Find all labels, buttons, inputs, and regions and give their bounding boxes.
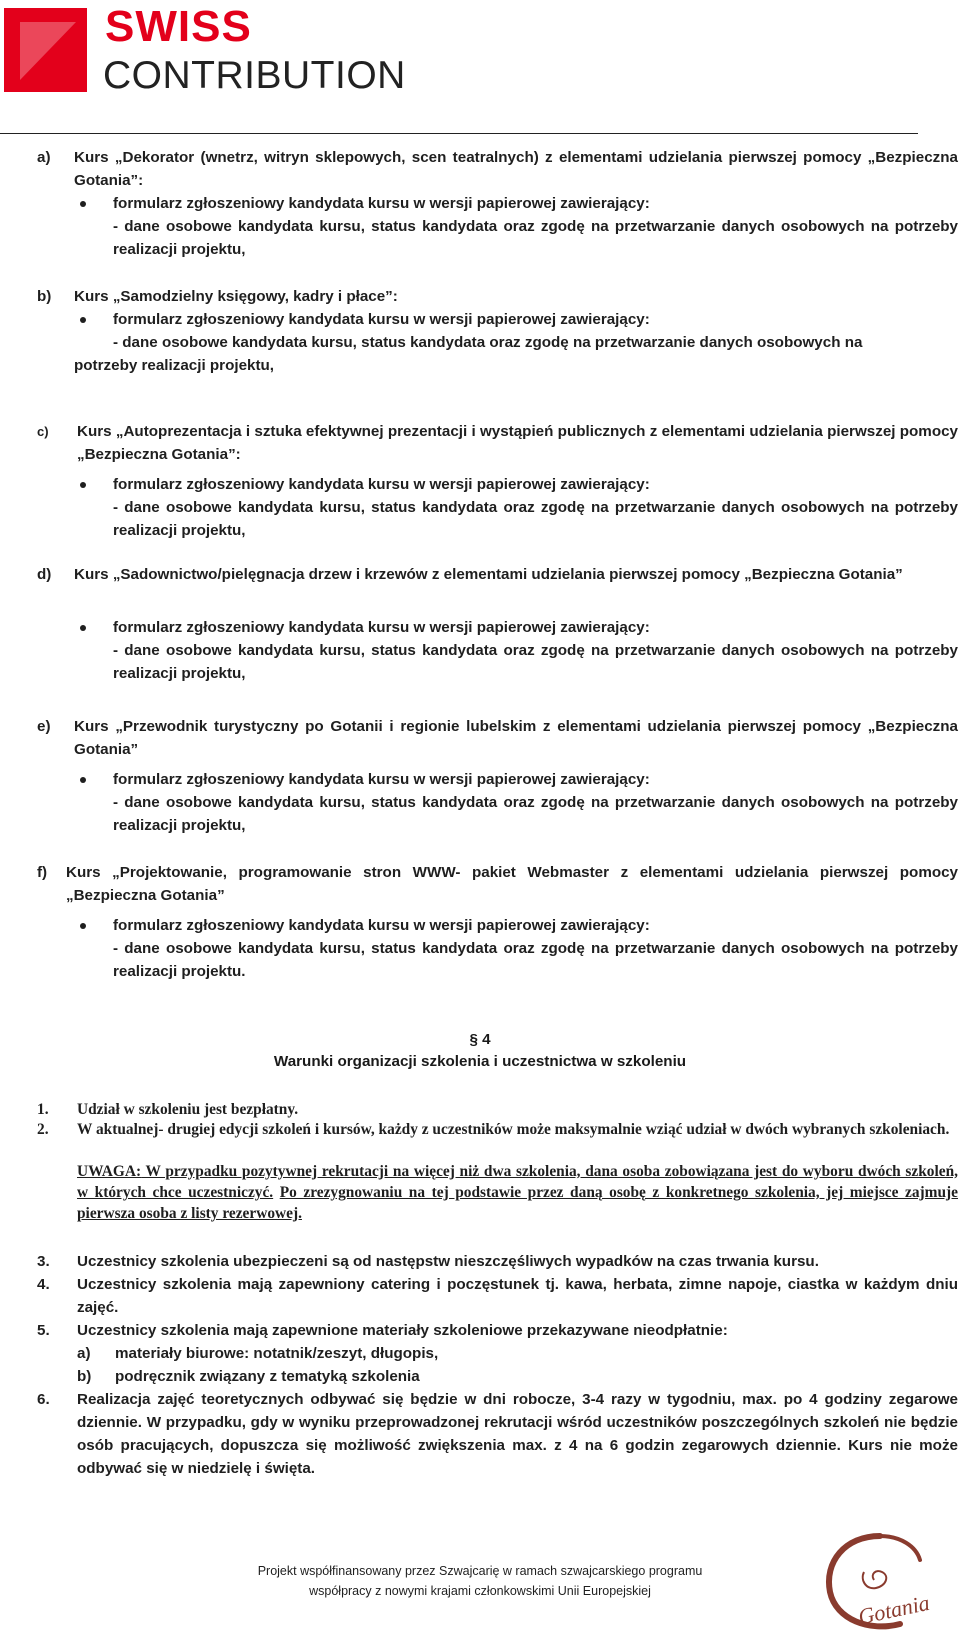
course-section-e [0, 715, 960, 835]
course-heading: Kurs „Projektowanie, programowanie stron WWW- pakiet Webmaster z elementami udzielania pierwszej pomocy „Bezpieczna Gotania” [66, 864, 958, 904]
header-divider [0, 133, 918, 134]
logo-wordmark-contribution: CONTRIBUTION [103, 54, 406, 97]
footer-line: współpracy z nowymi krajami członkowskimi Unii Europejskiej [309, 1584, 651, 1598]
condition-number: 3. [37, 1253, 50, 1270]
course-bullet-text: formularz zgłoszeniowy kandydata kursu w wersji papierowej zawierający: [113, 771, 650, 788]
gotania-seal-logo [820, 1532, 950, 1637]
material-text: podręcznik związany z tematyką szkolenia [115, 1368, 420, 1385]
seal-text: Gotania [855, 1589, 932, 1630]
material-label: a) [77, 1345, 91, 1362]
material-label: b) [77, 1368, 92, 1385]
material-text: materiały biurowe: notatnik/zeszyt, długopis, [115, 1345, 439, 1362]
footer-line: Projekt współfinansowany przez Szwajcarię w ramach szwajcarskiego programu [257, 1564, 703, 1578]
course-label: a) [37, 149, 51, 166]
course-label: c) [37, 424, 49, 439]
course-detail-text: - dane osobowe kandydata kursu, status kandydata oraz zgodę na przetwarzanie danych osobowych na potrzeby realizacji projektu, [113, 642, 958, 682]
course-label: b) [37, 288, 52, 305]
course-section-f [0, 861, 960, 986]
course-section-a [0, 146, 960, 266]
course-bullet-text: formularz zgłoszeniowy kandydata kursu w wersji papierowej zawierający: [113, 195, 650, 212]
course-heading [74, 563, 958, 586]
condition-number: 4. [37, 1276, 50, 1293]
course-section-c [0, 420, 960, 545]
condition-number: 2. [37, 1121, 49, 1138]
conditions-list-serif [0, 1099, 960, 1229]
course-bullet-text: formularz zgłoszeniowy kandydata kursu w wersji papierowej zawierający: [113, 619, 650, 636]
course-detail-text: - dane osobowe kandydata kursu, status kandydata oraz zgodę na przetwarzanie danych osobowych na [113, 334, 863, 351]
note-text: W przypadku pozytywnej rekrutacji na więcej niż dwa szkolenia, dana osoba zobowiązana jest do wyboru dwóch szkoleń, w których chce uczestniczyć. [77, 1163, 958, 1201]
course-detail-text: - dane osobowe kandydata kursu, status kandydata oraz zgodę na przetwarzanie danych osobowych na potrzeby realizacji projektu. [113, 940, 958, 980]
note-text-2: Po zrezygnowaniu na tej podstawie przez daną osobę z konkretnego szkolenia, jej miejsce zajmuje pierwsza osoba z listy rezerwowej. [77, 1184, 959, 1222]
bullet-icon [80, 482, 86, 488]
course-heading: Kurs „Przewodnik turystyczny po Gotanii i regionie lubelskim z elementami udzielania pierwszej pomocy „Bezpieczna Gotania” [74, 718, 958, 758]
condition-number: 6. [37, 1391, 50, 1408]
swiss-logo-square [4, 8, 87, 92]
course-section-b [0, 285, 960, 385]
condition-text: W aktualnej- drugiej edycji szkoleń i kursów, każdy z uczestników może maksymalnie wziąć udział w dwóch wybranych szkoleniach. [77, 1121, 950, 1138]
course-label: f) [37, 864, 48, 881]
course-heading: Kurs „Dekorator (wnetrz, witryn sklepowych, scen teatralnych) z elementami udzielania pierwszej pomocy „Bezpieczna Gotania”: [74, 149, 958, 189]
conditions-list [0, 1250, 960, 1480]
condition-text: Uczestnicy szkolenia mają zapewnione materiały szkoleniowe przekazywane nieodpłatnie: [77, 1322, 728, 1339]
bullet-icon [80, 317, 86, 323]
condition-number: 5. [37, 1322, 50, 1339]
paragraph-title: Warunki organizacji szkolenia i uczestnictwa w szkoleniu [273, 1053, 687, 1070]
course-section-d [0, 563, 960, 683]
course-bullet-text: formularz zgłoszeniowy kandydata kursu w wersji papierowej zawierający: [113, 917, 650, 934]
bullet-icon [80, 777, 86, 783]
course-detail-text: - dane osobowe kandydata kursu, status kandydata oraz zgodę na przetwarzanie danych osobowych na potrzeby realizacji projektu, [113, 794, 958, 834]
bullet-icon [80, 923, 86, 929]
condition-text: Uczestnicy szkolenia ubezpieczeni są od następstw nieszczęśliwych wypadków na czas trwania kursu. [77, 1253, 819, 1270]
condition-text: Udział w szkoleniu jest bezpłatny. [77, 1101, 299, 1118]
note-prefix: UWAGA: [77, 1163, 142, 1180]
note-block [77, 1161, 958, 1224]
bullet-icon [80, 201, 86, 207]
footer-funding-note [150, 1561, 810, 1601]
course-bullet-text: formularz zgłoszeniowy kandydata kursu w wersji papierowej zawierający: [113, 476, 650, 493]
course-detail-tail: potrzeby realizacji projektu, [74, 357, 275, 374]
course-heading: Kurs „Autoprezentacja i sztuka efektywnej prezentacji i wystąpień publicznych z elementami udzielania pierwszej pomocy „Bezpieczna Gotania”: [77, 423, 958, 463]
course-label: d) [37, 566, 52, 583]
logo-wordmark-swiss: SWISS [105, 2, 252, 51]
course-detail-text: - dane osobowe kandydata kursu, status kandydata oraz zgodę na przetwarzanie danych osobowych na potrzeby realizacji projektu, [113, 218, 958, 258]
course-heading: Kurs „Samodzielny księgowy, kadry i płace”: [74, 288, 398, 305]
course-heading-text: Kurs „Sadownictwo/pielęgnacja drzew i krzewów z elementami udzielania pierwszej pomocy „Bezpieczna Gotania” [74, 566, 903, 583]
condition-text: Uczestnicy szkolenia mają zapewniony catering i poczęstunek tj. kawa, herbata, zimne napoje, ciastka w każdym dniu zajęć. [77, 1276, 958, 1316]
course-label: e) [37, 718, 51, 735]
condition-text: Realizacja zajęć teoretycznych odbywać się będzie w dni robocze, 3-4 razy w tygodniu, max. po 4 godziny zegarowe dziennie. W przypadku, gdy w wyniku przeprowadzonej rekrutacji wśród uczestników poszczególnych szkoleń nie będzie osób pracujących, dopuszcza się możliwość zwiększenia max. z 4 na 6 godzin zegarowych dziennie. Kurs nie może odbywać się w niedzielę i święta. [77, 1391, 958, 1477]
paragraph-number: § 4 [469, 1031, 491, 1048]
bullet-icon [80, 625, 86, 631]
course-detail-text: - dane osobowe kandydata kursu, status kandydata oraz zgodę na przetwarzanie danych osobowych na potrzeby realizacji projektu, [113, 499, 958, 539]
course-bullet-text: formularz zgłoszeniowy kandydata kursu w wersji papierowej zawierający: [113, 311, 650, 328]
condition-number: 1. [37, 1101, 49, 1118]
